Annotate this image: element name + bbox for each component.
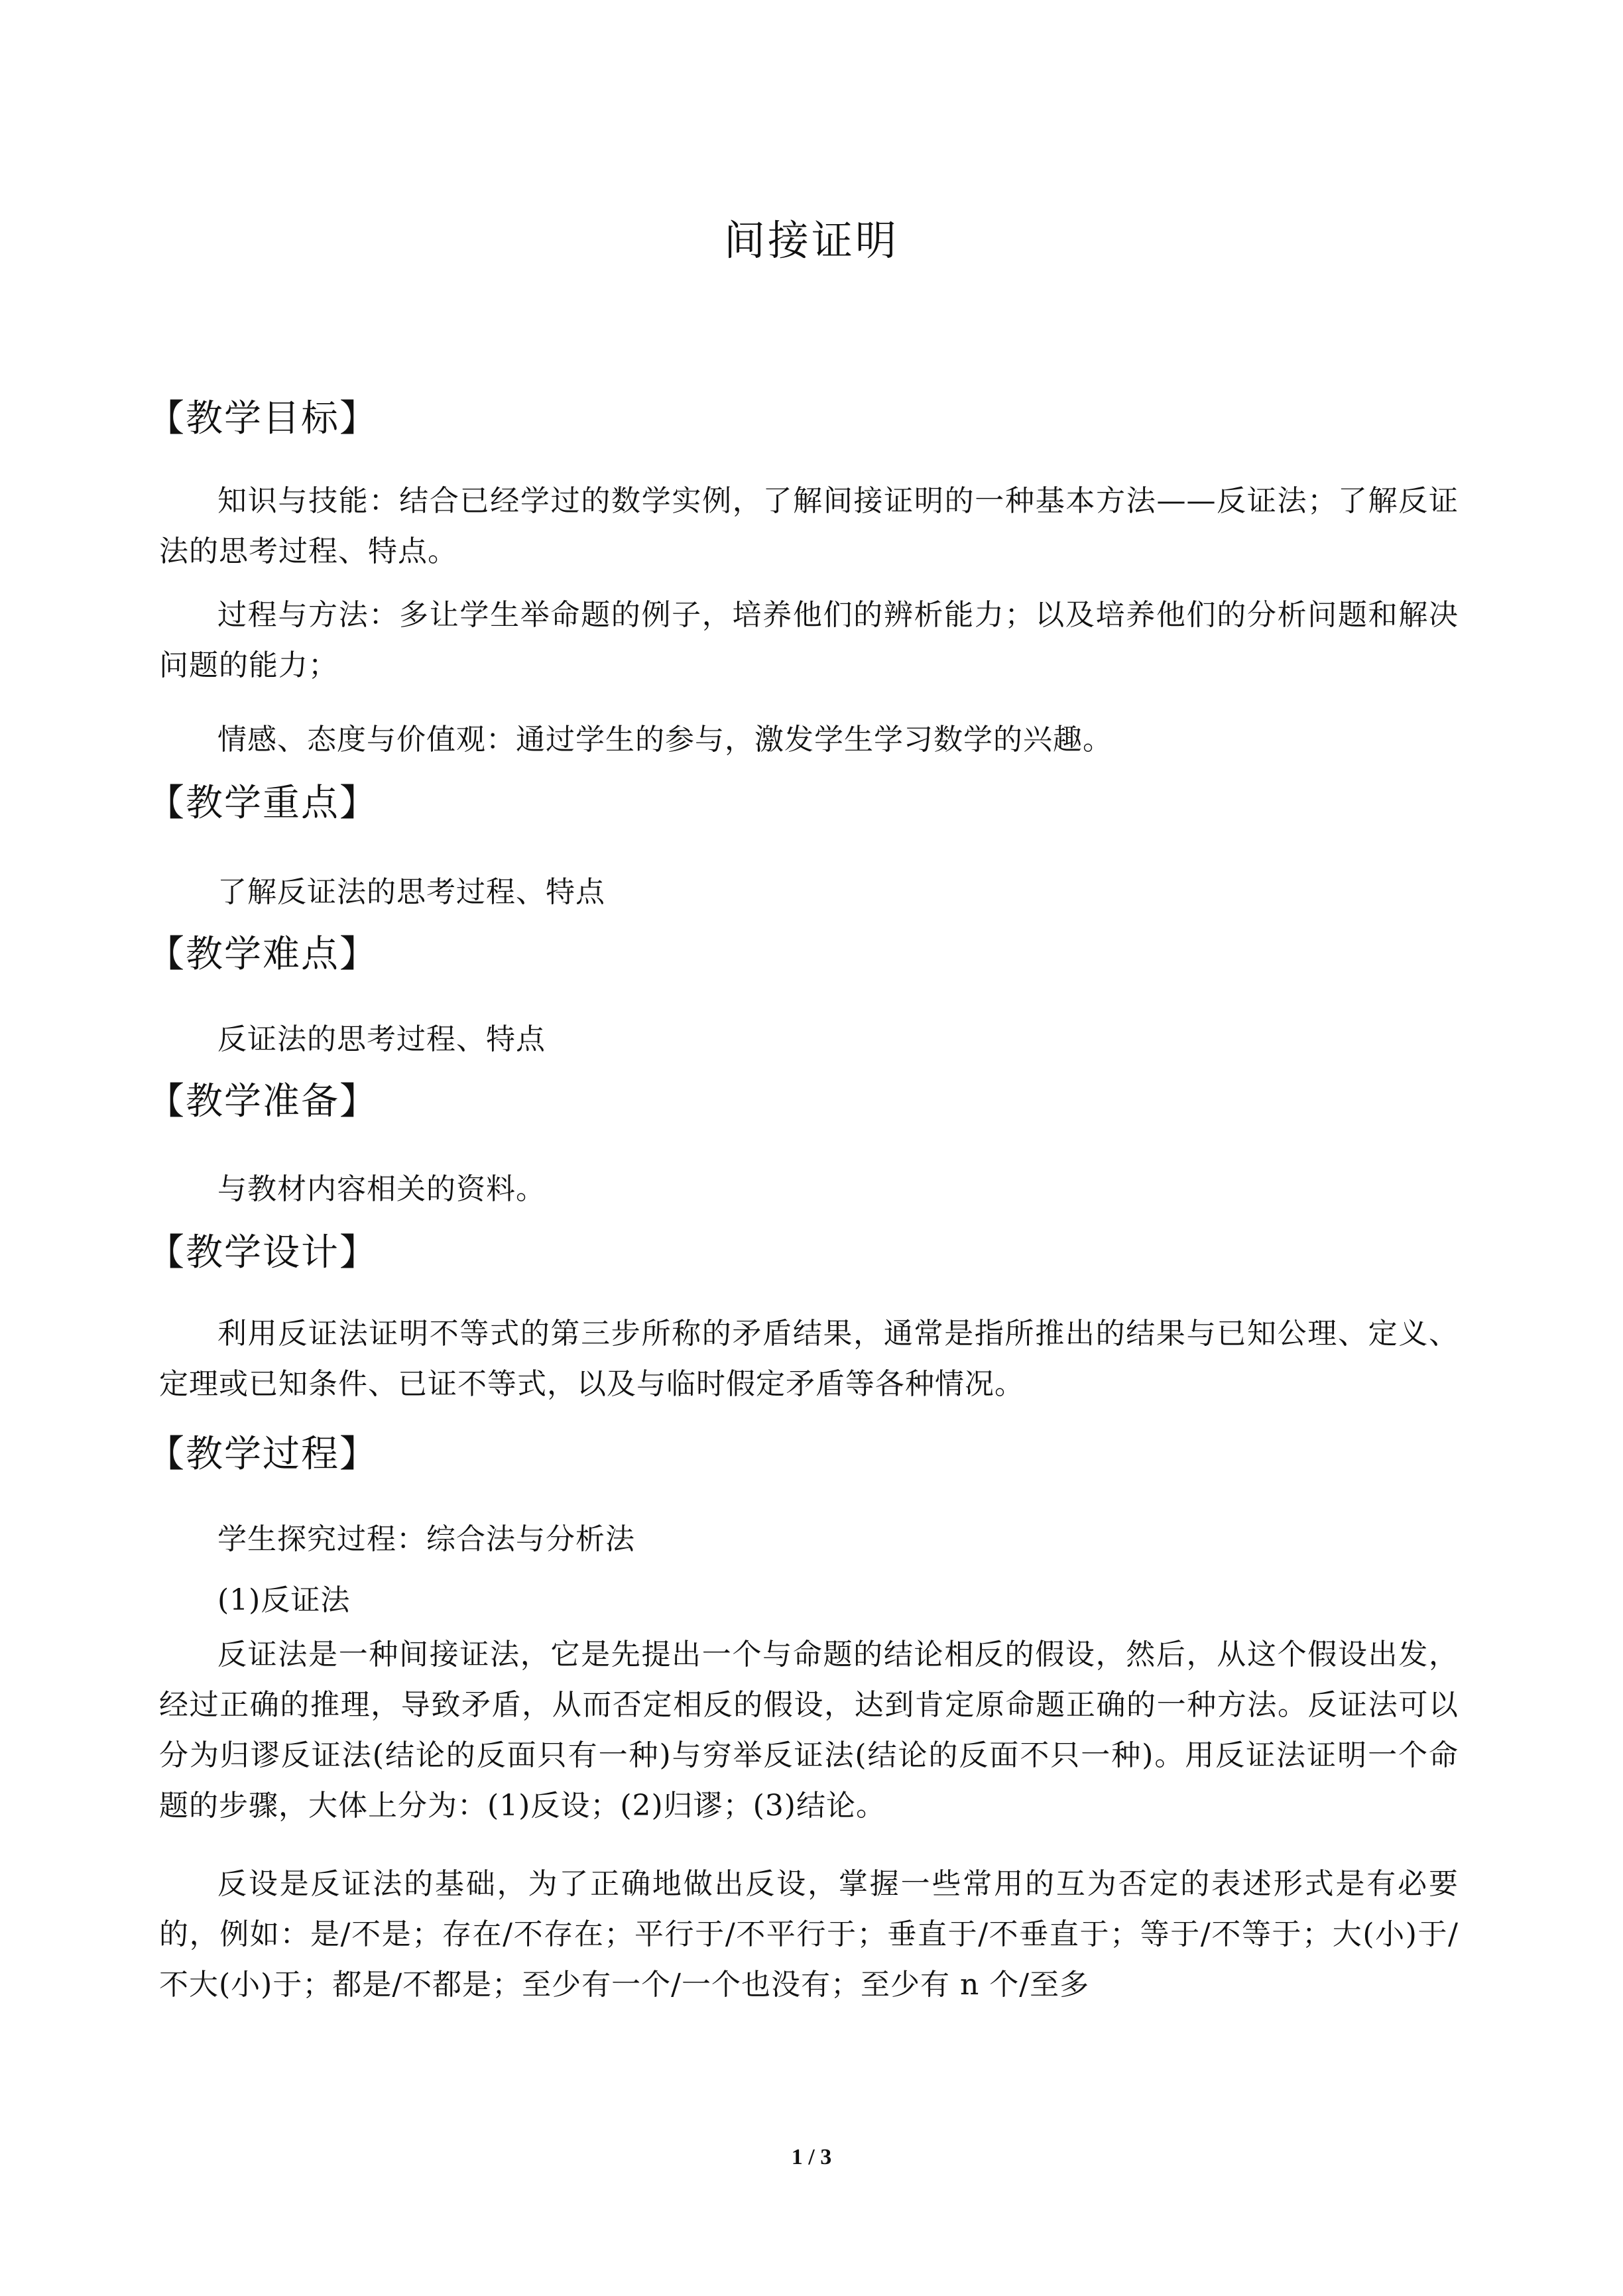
paragraph: 反证法的思考过程、特点 xyxy=(217,1022,546,1056)
section-heading-preparation: 【教学准备】 xyxy=(147,1080,378,1123)
section-heading-design: 【教学设计】 xyxy=(147,1231,378,1274)
paragraph: 与教材内容相关的资料。 xyxy=(217,1172,546,1206)
paragraph: 反证法是一种间接证法，它是先提出一个与命题的结论相反的假设，然后，从这个假设出发，经过正确的推理，导致矛盾，从而否定相反的假设，达到肯定原命题正确的一种方法。反证法可以分为归谬反证法(结论的反面只有一种)与穷举反证法(结论的反面不只一种)。用反证法证明一个命题的步骤，大体上分为：(1)反设；(2)归谬；(3)结论。 xyxy=(159,1638,1459,1823)
page-title: 间接证明 xyxy=(723,216,899,265)
page-number: 1 / 3 xyxy=(791,2145,832,2169)
paragraph: 利用反证法证明不等式的第三步所称的矛盾结果，通常是指所推出的结果与已知公理、定义、定理或已知条件、已证不等式，以及与临时假定矛盾等各种情况。 xyxy=(159,1317,1459,1401)
paragraph: 了解反证法的思考过程、特点 xyxy=(217,875,605,909)
paragraph: 学生探究过程：综合法与分析法 xyxy=(217,1522,635,1556)
paragraph: 反设是反证法的基础，为了正确地做出反设，掌握一些常用的互为否定的表述形式是有必要的，例如：是/不是；存在/不存在；平行于/不平行于；垂直于/不垂直于；等于/不等于；大(小)于/不大(小)于；都是/不都是；至少有一个/一个也没有；至少有 n 个/至多 xyxy=(159,1867,1459,2002)
paragraph: 知识与技能：结合已经学过的数学实例，了解间接证明的一种基本方法——反证法；了解反证法的思考过程、特点。 xyxy=(159,484,1459,568)
section-heading-objectives: 【教学目标】 xyxy=(147,397,378,440)
paragraph: (1)反证法 xyxy=(217,1583,351,1617)
section-heading-key-points: 【教学重点】 xyxy=(147,782,378,825)
section-heading-process: 【教学过程】 xyxy=(147,1433,378,1476)
paragraph: 过程与方法：多让学生举命题的例子，培养他们的辨析能力；以及培养他们的分析问题和解决问题的能力； xyxy=(159,598,1459,682)
section-heading-difficulties: 【教学难点】 xyxy=(147,933,378,976)
paragraph: 情感、态度与价值观：通过学生的参与，激发学生学习数学的兴趣。 xyxy=(217,723,1112,756)
